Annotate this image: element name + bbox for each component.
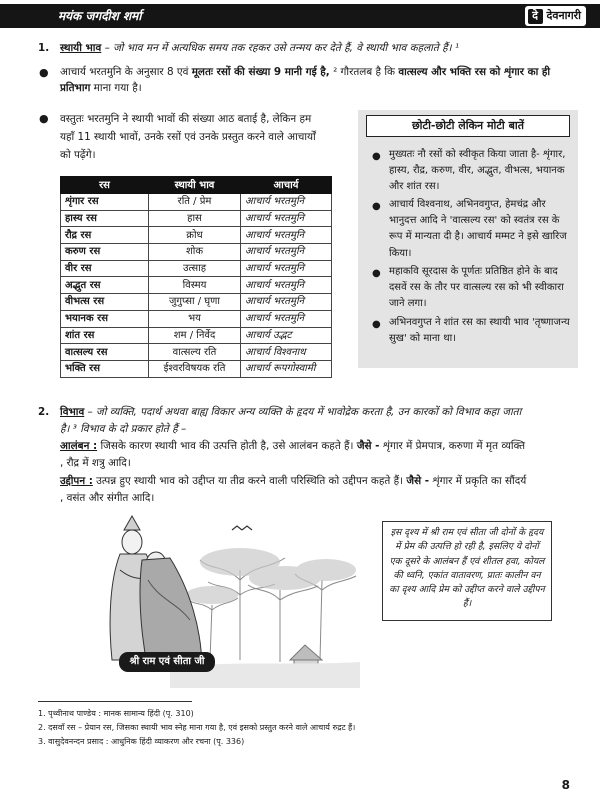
jaise-label: जैसे - bbox=[406, 474, 430, 487]
cell-bhav: उत्साह bbox=[149, 260, 241, 277]
text-line: , वसंत और संगीत आदि। bbox=[60, 491, 155, 504]
text-line: है। ³ विभाव के दो प्रकार होते हैं – bbox=[60, 423, 187, 436]
cell-acharya: आचार्य भरतमुनि bbox=[241, 260, 332, 277]
table-row bbox=[61, 360, 332, 377]
term-sthayi-bhav: स्थायी भाव bbox=[60, 42, 102, 54]
cell-rasa: हास्य रस bbox=[61, 210, 149, 227]
cell-acharya: आचार्य उद्भट bbox=[241, 327, 332, 344]
section-2-number: 2. bbox=[38, 406, 50, 418]
bold-span: वात्सल्य और भक्ति रस को शृंगार का ही प्रतिभाग bbox=[60, 66, 551, 95]
cell-acharya: आचार्य भरतमुनि bbox=[241, 277, 332, 294]
cell-rasa: वीर रस bbox=[61, 260, 149, 277]
header-rasa: रस bbox=[61, 177, 149, 194]
cell-bhav: ईश्वरविषयक रति bbox=[149, 360, 241, 377]
cell-rasa: वीभत्स रस bbox=[61, 294, 149, 311]
footnote-2: 2. दसवाँ रस – प्रेयान रस, जिसका स्थायी भाव स्नेह माना गया है, एवं इसको प्रस्तुत करने वाले आचार्य रुद्रट हैं। bbox=[38, 723, 356, 732]
section-2-definition bbox=[60, 404, 570, 507]
bullet-icon: ● bbox=[39, 66, 49, 79]
table-row bbox=[61, 327, 332, 344]
text-line: वस्तुतः भरतमुनि ने स्थायी भावों की संख्या आठ बताई है, लेकिन हम bbox=[60, 113, 312, 125]
bullet-icon: ● bbox=[372, 151, 381, 162]
cell-rasa: शांत रस bbox=[61, 327, 149, 344]
text-span: शृंगार में प्रकृति का सौंदर्य bbox=[429, 474, 527, 487]
cell-acharya: आचार्य भरतमुनि bbox=[241, 210, 332, 227]
bold-span: मूलतः रसों की संख्या 9 मानी गई है, bbox=[191, 66, 330, 78]
tip-item: महाकवि सूरदास के पूर्णतः प्रतिष्ठित होने के बाद दसवें रस के तौर पर वात्सल्य रस को भी स्वीकारा जाने लगा। bbox=[389, 266, 564, 310]
cell-bhav: भय bbox=[149, 310, 241, 327]
cell-rasa: शृंगार रस bbox=[61, 194, 149, 211]
table-row bbox=[61, 294, 332, 311]
text-span: शृंगार में प्रेमपात्र, करुणा में मृत व्यक्ति bbox=[379, 440, 526, 453]
cell-bhav: वात्सल्य रति bbox=[149, 344, 241, 361]
cell-rasa: भयानक रस bbox=[61, 310, 149, 327]
text-line bbox=[60, 404, 570, 421]
text-line: को पढ़ेंगे। bbox=[60, 149, 96, 162]
cell-bhav: शोक bbox=[149, 244, 241, 261]
uddipan-line bbox=[60, 473, 570, 490]
cell-acharya: आचार्य भरतमुनि bbox=[241, 310, 332, 327]
footnote-1: 1. पृथ्वीनाथ पाण्डेय : मानक सामान्य हिंदी (पृ. 310) bbox=[38, 709, 194, 718]
page-number: 8 bbox=[561, 778, 570, 792]
bullet-icon: ● bbox=[372, 319, 381, 330]
brand-logo-icon: दे bbox=[528, 9, 543, 24]
text-span: आचार्य भरतमुनि के अनुसार 8 एवं bbox=[60, 66, 192, 78]
text-span: ² गौरतलब है कि bbox=[329, 66, 399, 78]
brand-name: देवनागरी bbox=[546, 9, 581, 23]
cell-acharya: आचार्य भरतमुनि bbox=[241, 194, 332, 211]
cell-bhav: हास bbox=[149, 210, 241, 227]
table-row bbox=[61, 227, 332, 244]
tip-item: मुख्यतः नौ रसों को स्वीकृत किया जाता है- शृंगार, हास्य, रौद्र, करुण, वीर, अद्भुत, वीभत्स, भयानक और शांत रस। bbox=[389, 149, 566, 193]
table-row bbox=[61, 260, 332, 277]
table-row bbox=[61, 194, 332, 211]
jaise-label: जैसे - bbox=[356, 440, 380, 453]
table-row bbox=[61, 344, 332, 361]
cell-bhav: क्रोध bbox=[149, 227, 241, 244]
bullet-icon: ● bbox=[372, 201, 381, 212]
page-header bbox=[0, 0, 600, 30]
illustration-note: इस दृश्य में श्री राम एवं सीता जी दोनों के हृदय में प्रेम की उत्पत्ति हो रही है, इसलिए ये दोनों एक दूसरे के आलंबन हैं एवं शीतल हवा, कोयल की ध्वनि, एकांत वातावरण, प्रातः कालीन वन का दृश्य आदि प्रेम को उद्दीप्त करने वाले उद्दीपन हैं। bbox=[382, 521, 552, 621]
table-row bbox=[61, 244, 332, 261]
author-name: मयंक जगदीश शर्मा bbox=[58, 9, 142, 23]
footnote-3: 3. वासुदेवनन्दन प्रसाद : आधुनिक हिंदी व्याकरण और रचना (पृ. 336) bbox=[38, 737, 245, 746]
table-row bbox=[61, 310, 332, 327]
text-span: माना गया है। bbox=[90, 82, 142, 95]
definition-text: – जो भाव मन में अत्यधिक समय तक रहकर उसे तन्मय कर देते हैं, वे स्थायी भाव कहलाते हैं। ¹ bbox=[101, 42, 459, 54]
section-1-number: 1. bbox=[38, 42, 50, 54]
table-header-row bbox=[61, 177, 332, 194]
text-line: यहाँ 11 स्थायी भावों, उनके रसों एवं उनके प्रस्तुत करने वाले आचार्यों bbox=[60, 131, 316, 144]
text-span: उत्पन्न हुए स्थायी भाव को उद्दीप्त या तीव्र करने वाली परिस्थिति को उद्दीपन कहते हैं। bbox=[92, 474, 407, 487]
paragraph-intro-table bbox=[60, 110, 350, 165]
tip-item: अभिनवगुप्त ने शांत रस का स्थायी भाव 'तृष्णाजन्य सुख' को माना था। bbox=[389, 317, 570, 345]
footnote-separator bbox=[38, 701, 192, 702]
header-sthayi-bhav: स्थायी भाव bbox=[149, 177, 241, 194]
cell-acharya: आचार्य भरतमुनि bbox=[241, 294, 332, 311]
table-row bbox=[61, 277, 332, 294]
alamban-line bbox=[60, 438, 570, 455]
cell-bhav: जुगुप्सा / घृणा bbox=[149, 294, 241, 311]
cell-acharya: आचार्य विश्वनाथ bbox=[241, 344, 332, 361]
cell-rasa: करुण रस bbox=[61, 244, 149, 261]
rasa-table bbox=[60, 176, 332, 378]
text-span: – जो व्यक्ति, पदार्थ अथवा बाह्य विकार अन्य व्यक्ति के हृदय में भावोद्रेक करता है, उन कारकों को विभाव कहा जाता bbox=[84, 406, 522, 418]
cell-rasa: वात्सल्य रस bbox=[61, 344, 149, 361]
text-span: जिसके कारण स्थायी भाव की उत्पत्ति होती है, उसे आलंबन कहते हैं। bbox=[97, 440, 357, 453]
tips-title: छोटी-छोटी लेकिन मोटी बातें bbox=[366, 115, 570, 137]
term-vibhav: विभाव bbox=[60, 406, 85, 418]
cell-acharya: आचार्य भरतमुनि bbox=[241, 244, 332, 261]
brand-badge bbox=[525, 6, 586, 26]
term-alamban: आलंबन : bbox=[60, 440, 98, 453]
tip-item: आचार्य विश्वनाथ, अभिनवगुप्त, हेमचंद्र और भानुदत्त आदि ने 'वात्सल्य रस' को स्वतंत्र रस के रूप में मान्यता दी है। आचार्य मम्मट ने इसे खारिज किया। bbox=[389, 199, 567, 259]
section-1-definition bbox=[60, 40, 570, 56]
illustration-caption: श्री राम एवं सीता जी bbox=[119, 652, 215, 672]
term-uddipan: उद्दीपन : bbox=[60, 474, 93, 487]
paragraph-rasa-count bbox=[60, 64, 570, 96]
cell-rasa: रौद्र रस bbox=[61, 227, 149, 244]
cell-acharya: आचार्य भरतमुनि bbox=[241, 227, 332, 244]
cell-bhav: रति / प्रेम bbox=[149, 194, 241, 211]
bullet-icon: ● bbox=[39, 112, 49, 125]
bullet-icon: ● bbox=[372, 268, 381, 279]
cell-rasa: भक्ति रस bbox=[61, 360, 149, 377]
cell-acharya: आचार्य रूपगोस्वामी bbox=[241, 360, 332, 377]
tips-box bbox=[358, 110, 578, 368]
cell-rasa: अद्भुत रस bbox=[61, 277, 149, 294]
text-line: , रौद्र में शत्रु आदि। bbox=[60, 457, 131, 470]
header-acharya: आचार्य bbox=[241, 177, 332, 194]
cell-bhav: विस्मय bbox=[149, 277, 241, 294]
cell-bhav: शम / निर्वेद bbox=[149, 327, 241, 344]
table-row bbox=[61, 210, 332, 227]
